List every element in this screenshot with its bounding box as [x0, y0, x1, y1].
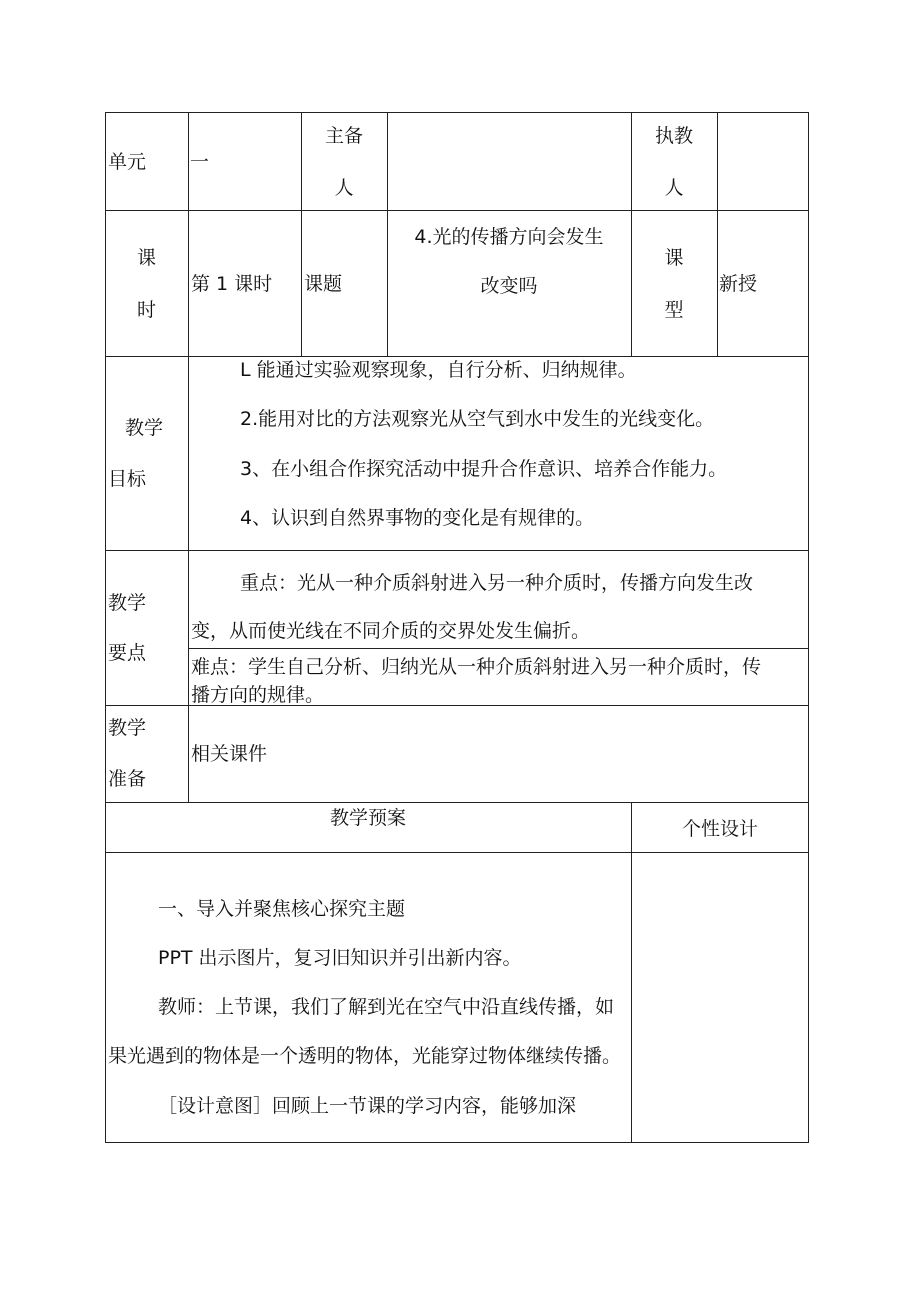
plan-text: 教师：上节课，我们了解到光在空气中沿直线传播，如 — [158, 996, 615, 1018]
difficulty-text-cont: 播方向的规律。 — [191, 684, 325, 706]
plan-text: PPT 出示图片，复习旧知识并引出新内容。 — [158, 947, 522, 969]
preparer-label-cont: 人 — [334, 177, 354, 199]
preparer-label: 主备 — [324, 125, 363, 147]
custom-design-header: 个性设计 — [681, 818, 758, 840]
key-point-text: 重点：光从一种介质斜射进入另一种介质时，传播方向发生改 — [240, 572, 754, 594]
unit-value: 一 — [190, 151, 210, 173]
period-label-cont: 时 — [136, 299, 156, 321]
goals-label: 教学 — [125, 417, 164, 439]
unit-label: 单元 — [108, 151, 147, 173]
type-label-cont: 型 — [664, 299, 684, 321]
key-point-text-cont: 变，从而使光线在不同介质的交界处发生偏折。 — [191, 620, 591, 642]
type-value: 新授 — [719, 273, 758, 295]
plan-text: 果光遇到的物体是一个透明的物体，光能穿过物体继续传播。 — [108, 1045, 622, 1067]
plan-header: 教学预案 — [329, 807, 406, 829]
goals-label-cont: 目标 — [108, 468, 147, 490]
topic-label: 课题 — [304, 273, 343, 295]
section-title: 一、导入并聚焦核心探究主题 — [158, 898, 406, 920]
topic-title-cont: 改变吗 — [480, 275, 538, 297]
teacher-label: 执教 — [654, 125, 693, 147]
goal-item: 4、认识到自然界事物的变化是有规律的。 — [240, 507, 595, 529]
period-label: 课 — [136, 247, 156, 269]
design-intent-text: ［设计意图］回顾上一节课的学习内容，能够加深 — [158, 1095, 577, 1117]
type-label: 课 — [664, 247, 684, 269]
period-value: 第 1 课时 — [191, 273, 273, 295]
preparation-value: 相关课件 — [191, 743, 268, 765]
keypoints-label: 教学 — [108, 592, 147, 614]
goal-item: 3、在小组合作探究活动中提升合作意识、培养合作能力。 — [240, 458, 728, 480]
teacher-label-cont: 人 — [664, 177, 684, 199]
preparation-label-cont: 准备 — [108, 768, 147, 790]
preparation-label: 教学 — [108, 717, 147, 739]
difficulty-text: 难点：学生自己分析、归纳光从一种介质斜射进入另一种介质时，传 — [191, 656, 762, 678]
goal-item: 2.能用对比的方法观察光从空气到水中发生的光线变化。 — [240, 408, 715, 430]
topic-title: 4.光的传播方向会发生 — [414, 226, 604, 248]
keypoints-label-cont: 要点 — [108, 642, 147, 664]
goal-item: L 能通过实验观察现象，自行分析、归纳规律。 — [240, 359, 637, 381]
